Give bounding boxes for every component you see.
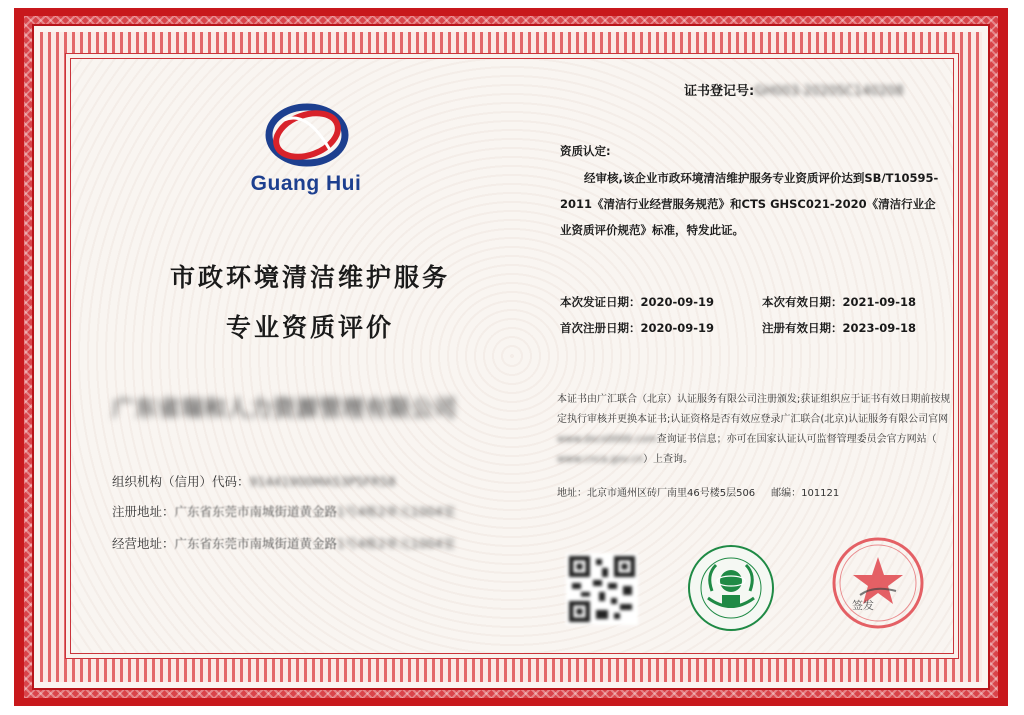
note-cnca-website: www.cnca.gov.cn	[557, 454, 644, 465]
org-code-value: 91441900MA53P5FR58	[249, 474, 396, 489]
note-line4: ）上查询。	[643, 454, 694, 465]
logo-text: Guang Hui	[250, 172, 362, 195]
certificate-note	[557, 390, 957, 470]
operating-address-row	[112, 534, 455, 552]
reg-address-rest: 1号4栋2单元1004室	[337, 504, 456, 519]
valid-date-label: 本次有效日期：	[762, 295, 843, 309]
zip-value: 101121	[801, 488, 840, 499]
reg-address-prefix: 广东省东莞市南城街道黄金路	[174, 504, 338, 519]
reg-valid-date: 2023-09-18	[842, 321, 917, 335]
reg-valid-date-label: 注册有效日期：	[762, 321, 843, 335]
red-official-seal-icon	[830, 535, 926, 631]
first-reg-date-row	[560, 320, 714, 336]
certificate-title-line2: 专业资质评价	[225, 313, 394, 342]
registered-address-row	[112, 502, 455, 520]
note-website-blurred: www.dxcs0000.com	[557, 434, 657, 445]
sign-issued-label: 签发	[852, 599, 874, 612]
zip-label: 邮编：	[771, 488, 802, 499]
certificate-paper	[70, 58, 954, 654]
registration-value: GH003-2020SC140208	[754, 84, 904, 99]
qualification-label: 资质认定:	[560, 144, 611, 158]
address-value: 北京市通州区砖厂南里46号楼5层506	[587, 488, 756, 499]
cleaning-association-seal-icon	[686, 543, 776, 633]
company-name: 广东省瑞和人力资源管理有限公司	[112, 397, 458, 422]
op-address-prefix: 广东省东莞市南城街道黄金路	[174, 536, 338, 551]
certificate-title-line1: 市政环境清洁维护服务	[169, 263, 450, 292]
address-label: 地址：	[557, 488, 587, 499]
org-code-row	[112, 472, 396, 490]
valid-date-row	[762, 294, 916, 310]
issue-date: 2020-09-19	[640, 295, 715, 309]
guang-hui-ring-logo-icon	[262, 100, 352, 170]
qualification-body: 经审核,该企业市政环境清洁维护服务专业资质评价达到SB/T10595-2011《清洁行业经营服务规范》和CTS GHSC021-2020《清洁行业企业资质评价规范》标准，特发此证。	[560, 171, 939, 237]
registration-number	[684, 80, 904, 99]
registration-label: 证书登记号:	[684, 84, 755, 99]
qr-code-icon	[566, 553, 638, 625]
issue-date-row	[560, 294, 714, 310]
first-reg-date-label: 首次注册日期：	[560, 321, 641, 335]
valid-date: 2021-09-18	[842, 295, 917, 309]
note-line1: 本证书由广汇联合（北京）认证服务有限公司注册颁发;获证组织应于证书有效日期前按规	[557, 394, 951, 405]
op-address-rest: 1号4栋2单元1004室	[337, 536, 456, 551]
reg-valid-date-row	[762, 320, 916, 336]
note-line3: 查询证书信息；亦可在国家认证认可监督管理委员会官方网站（	[656, 434, 937, 445]
reg-address-label: 注册地址：	[112, 504, 175, 519]
op-address-label: 经营地址：	[112, 536, 175, 551]
issuer-address	[557, 484, 839, 499]
first-reg-date: 2020-09-19	[640, 321, 715, 335]
note-line2: 定执行审核并更换本证书;认证资格是否有效应登录广汇联合(北京)认证服务有限公司官网	[557, 414, 949, 425]
org-code-label: 组织机构（信用）代码：	[112, 474, 250, 489]
issue-date-label: 本次发证日期：	[560, 295, 641, 309]
